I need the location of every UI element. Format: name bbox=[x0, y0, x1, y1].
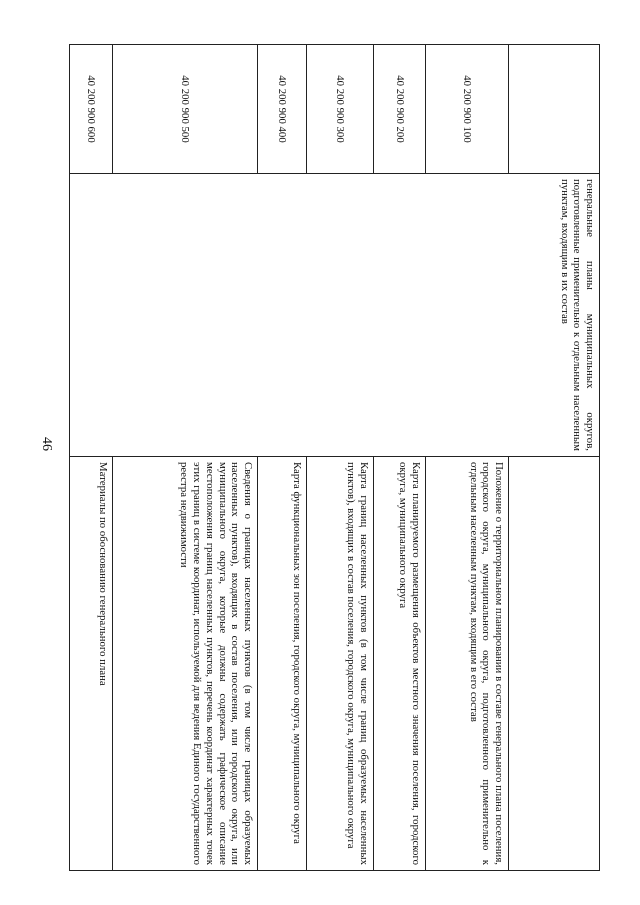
material-cell: Положение о территориальном планировании в составе генерального плана поселения, городского округа, муниципального округа, подготовленного применительно к отдельным населенным пунктам, входящим в его состав bbox=[426, 457, 509, 871]
table-row bbox=[258, 45, 307, 871]
material-cell: Сведения о границах населенных пунктов (в том числе границах образуемых населенных пунктов), входящих в состав поселения, или городского округа, или муниципального округа, которые должны содержать графическое описание местоположения границ населенных пунктов, перечень координат характерных точек этих границ в системе координат, используемой для ведения Единого государственного реестра недвижимости bbox=[113, 457, 258, 871]
table-row bbox=[374, 45, 426, 871]
document-register-table bbox=[69, 44, 600, 871]
code-cell: 40 200 900 500 bbox=[113, 45, 258, 174]
document-type-cell: генеральные планы муниципальных округов, подготовленные применительно к отдельным населенным пунктам, входящим в их состав bbox=[70, 174, 600, 457]
page-number: 46 bbox=[39, 437, 54, 451]
code-cell: 40 200 900 300 bbox=[307, 45, 374, 174]
material-cell: Карта планируемого размещения объектов местного значения поселения, городского округа, муниципального округа bbox=[374, 457, 426, 871]
table-row bbox=[70, 45, 113, 871]
table-row bbox=[509, 45, 600, 871]
table-row bbox=[426, 45, 509, 871]
material-cell bbox=[509, 457, 600, 871]
material-cell: Карта границ населенных пунктов (в том числе границ образуемых населенных пунктов), входящих в состав поселения, городского округа, муниципального округа bbox=[307, 457, 374, 871]
table-row bbox=[307, 45, 374, 871]
code-cell: 40 200 900 100 bbox=[426, 45, 509, 174]
material-cell: Карта функциональных зон поселения, городского округа, муниципального округа bbox=[258, 457, 307, 871]
table-row bbox=[113, 45, 258, 871]
rotated-table-wrapper bbox=[70, 44, 600, 870]
code-cell: 40 200 900 600 bbox=[70, 45, 113, 174]
code-cell bbox=[509, 45, 600, 174]
code-cell: 40 200 900 200 bbox=[374, 45, 426, 174]
material-cell: Материалы по обоснованию генерального плана bbox=[70, 457, 113, 871]
code-cell: 40 200 900 400 bbox=[258, 45, 307, 174]
